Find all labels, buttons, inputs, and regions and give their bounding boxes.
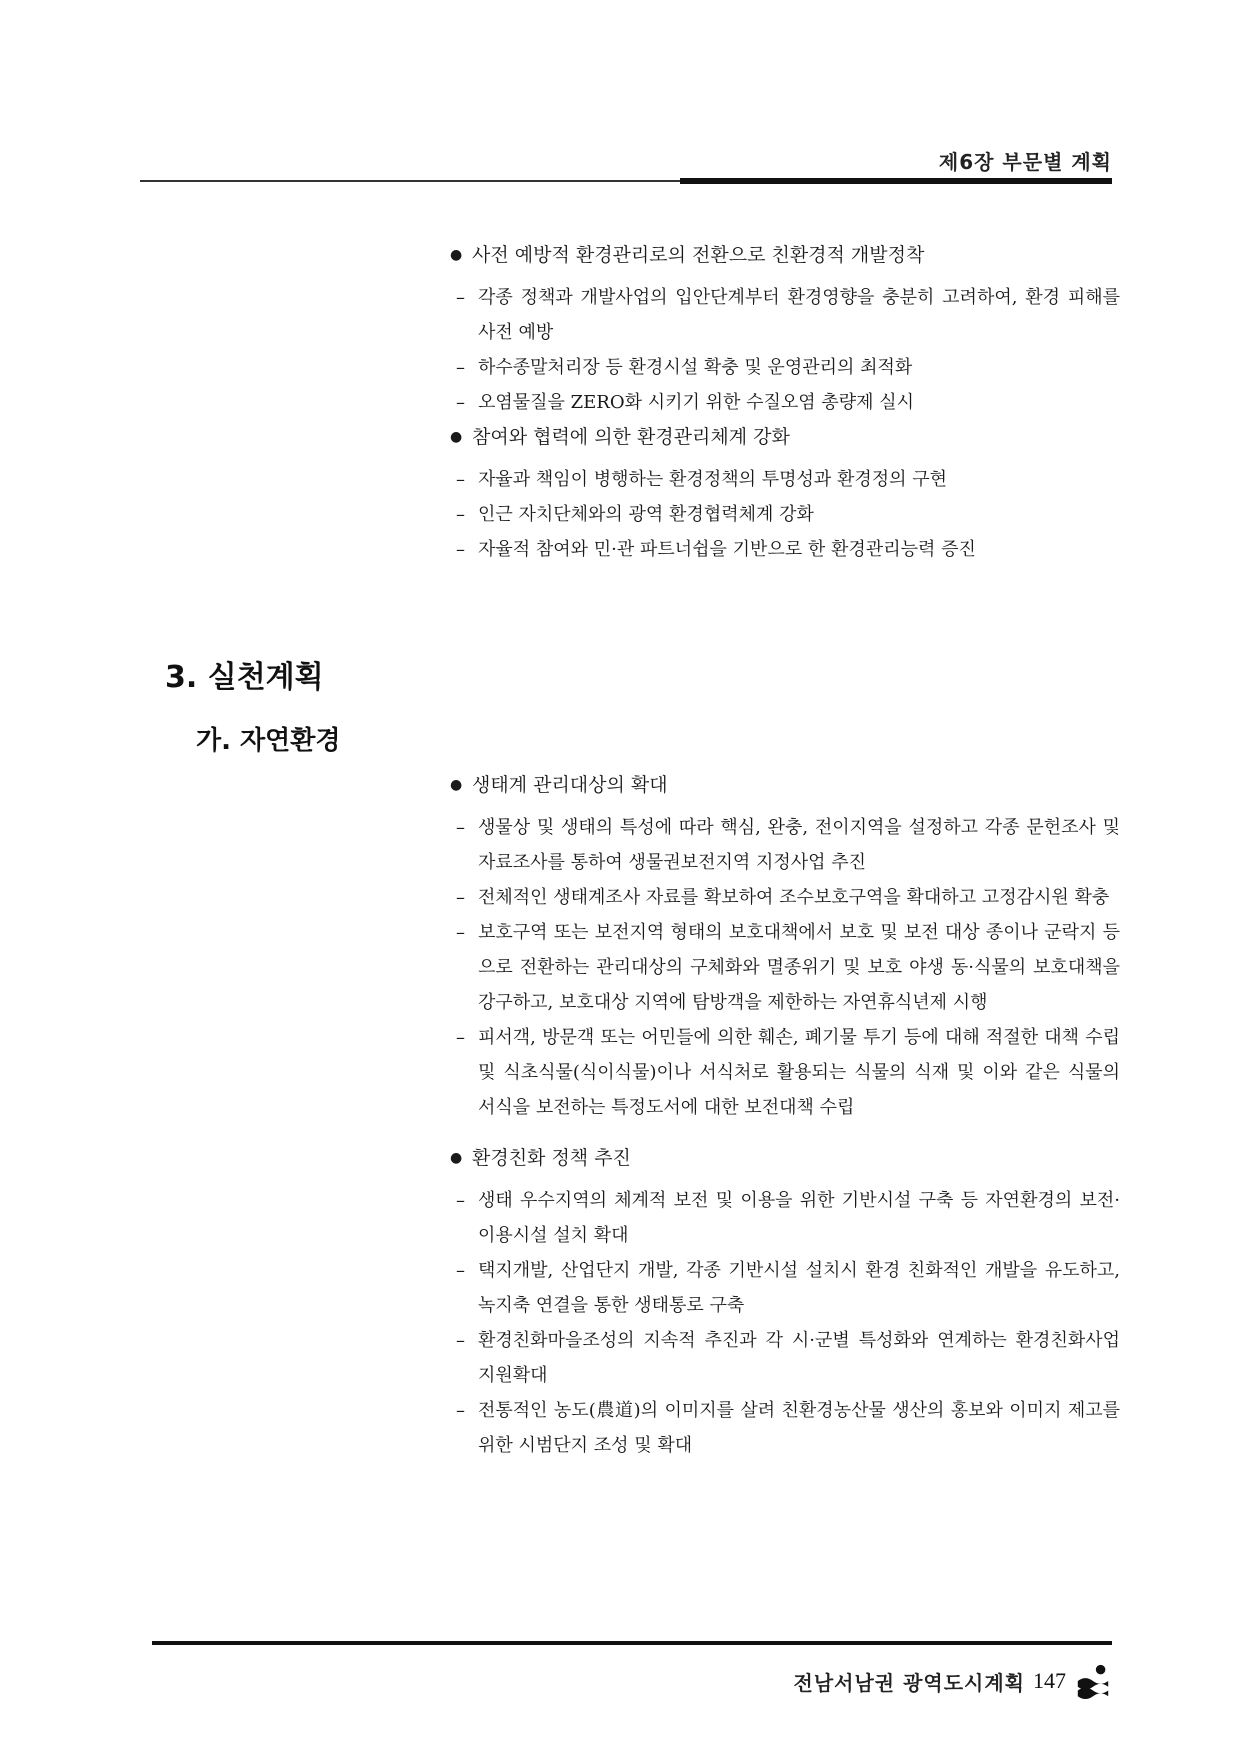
dash-item: – 보호구역 또는 보전지역 형태의 보호대책에서 보호 및 보전 대상 종이나 군락지 등으로 전환하는 관리대상의 구체화와 멸종위기 및 보호 야생 동·식물의 보호대책을 강구하고, 보호대상 지역에 탐방객을 제한하는 자연휴식년제 시행 (450, 915, 1120, 1020)
dash-item: – 생태 우수지역의 체계적 보전 및 이용을 위한 기반시설 구축 등 자연환경의 보전·이용시설 설치 확대 (450, 1183, 1120, 1253)
footer-title: 전남서남권 광역도시계획 (793, 1670, 1025, 1695)
wave-logo-icon (1074, 1662, 1112, 1700)
bullet-icon: ● (450, 777, 463, 793)
bullet-text: 환경친화 정책 추진 (472, 1147, 631, 1169)
dash-icon: – (456, 287, 465, 308)
dash-icon: – (456, 539, 465, 560)
dash-icon: – (456, 469, 465, 490)
dash-item: – 생물상 및 생태의 특성에 따라 핵심, 완충, 전이지역을 설정하고 각종 문헌조사 및 자료조사를 통하여 생물권보전지역 지정사업 추진 (450, 810, 1120, 880)
bullet-text: 생태계 관리대상의 확대 (472, 774, 668, 796)
dash-item: – 하수종말처리장 등 환경시설 확충 및 운영관리의 최적화 (450, 350, 1120, 385)
dash-icon: – (456, 357, 465, 378)
bullet-icon: ● (450, 429, 463, 445)
bullet-item (450, 1143, 1120, 1173)
header-divider-thin (140, 180, 680, 182)
dash-icon: – (456, 922, 465, 943)
footer-divider (152, 1641, 1112, 1645)
bullet-item (450, 240, 1120, 270)
dash-icon: – (456, 1190, 465, 1211)
header-divider-thick (680, 178, 1112, 184)
dash-icon: – (456, 392, 465, 413)
page-number: 147 (1033, 1668, 1066, 1693)
dash-item: – 오염물질을 ZERO화 시키기 위한 수질오염 총량제 실시 (450, 385, 1120, 420)
bullet-text: 사전 예방적 환경관리로의 전환으로 친환경적 개발정착 (472, 244, 925, 266)
policy-block-1 (450, 240, 1120, 567)
dash-item: – 자율과 책임이 병행하는 환경정책의 투명성과 환경정의 구현 (450, 462, 1120, 497)
dash-item: – 전체적인 생태계조사 자료를 확보하여 조수보호구역을 확대하고 고정감시원 확충 (450, 880, 1120, 915)
bullet-text: 참여와 협력에 의한 환경관리체계 강화 (472, 426, 790, 448)
section-heading: 3. 실천계획 (165, 660, 324, 695)
bullet-icon: ● (450, 1150, 463, 1166)
dash-icon: – (456, 504, 465, 525)
dash-item: – 인근 자치단체와의 광역 환경협력체계 강화 (450, 497, 1120, 532)
dash-item: – 전통적인 농도(農道)의 이미지를 살려 친환경농산물 생산의 홍보와 이미지 제고를 위한 시범단지 조성 및 확대 (450, 1393, 1120, 1463)
chapter-header-title: 제6장 부문별 계획 (938, 150, 1112, 174)
dash-icon: – (456, 817, 465, 838)
dash-icon: – (456, 1027, 465, 1048)
dash-icon: – (456, 1400, 465, 1421)
bullet-item (450, 770, 1120, 800)
dash-item: – 환경친화마을조성의 지속적 추진과 각 시·군별 특성화와 연계하는 환경친화사업 지원확대 (450, 1323, 1120, 1393)
dash-item: – 택지개발, 산업단지 개발, 각종 기반시설 설치시 환경 친화적인 개발을 유도하고, 녹지축 연결을 통한 생태통로 구축 (450, 1253, 1120, 1323)
dash-icon: – (456, 887, 465, 908)
page-footer (794, 1662, 1112, 1700)
dash-icon: – (456, 1260, 465, 1281)
dash-item: – 각종 정책과 개발사업의 입안단계부터 환경영향을 충분히 고려하여, 환경 피해를 사전 예방 (450, 280, 1120, 350)
bullet-item (450, 422, 1120, 452)
dash-icon: – (456, 1330, 465, 1351)
dash-item: – 피서객, 방문객 또는 어민들에 의한 훼손, 폐기물 투기 등에 대해 적절한 대책 수립 및 식초식물(식이식물)이나 서식처로 활용되는 식물의 식재 및 이와 같은 식물의 서식을 보전하는 특정도서에 대한 보전대책 수립 (450, 1020, 1120, 1125)
dash-item: – 자율적 참여와 민·관 파트너쉽을 기반으로 한 환경관리능력 증진 (450, 532, 1120, 567)
policy-block-2 (450, 770, 1120, 1463)
bullet-icon: ● (450, 247, 463, 263)
subsection-heading: 가. 자연환경 (196, 726, 341, 756)
